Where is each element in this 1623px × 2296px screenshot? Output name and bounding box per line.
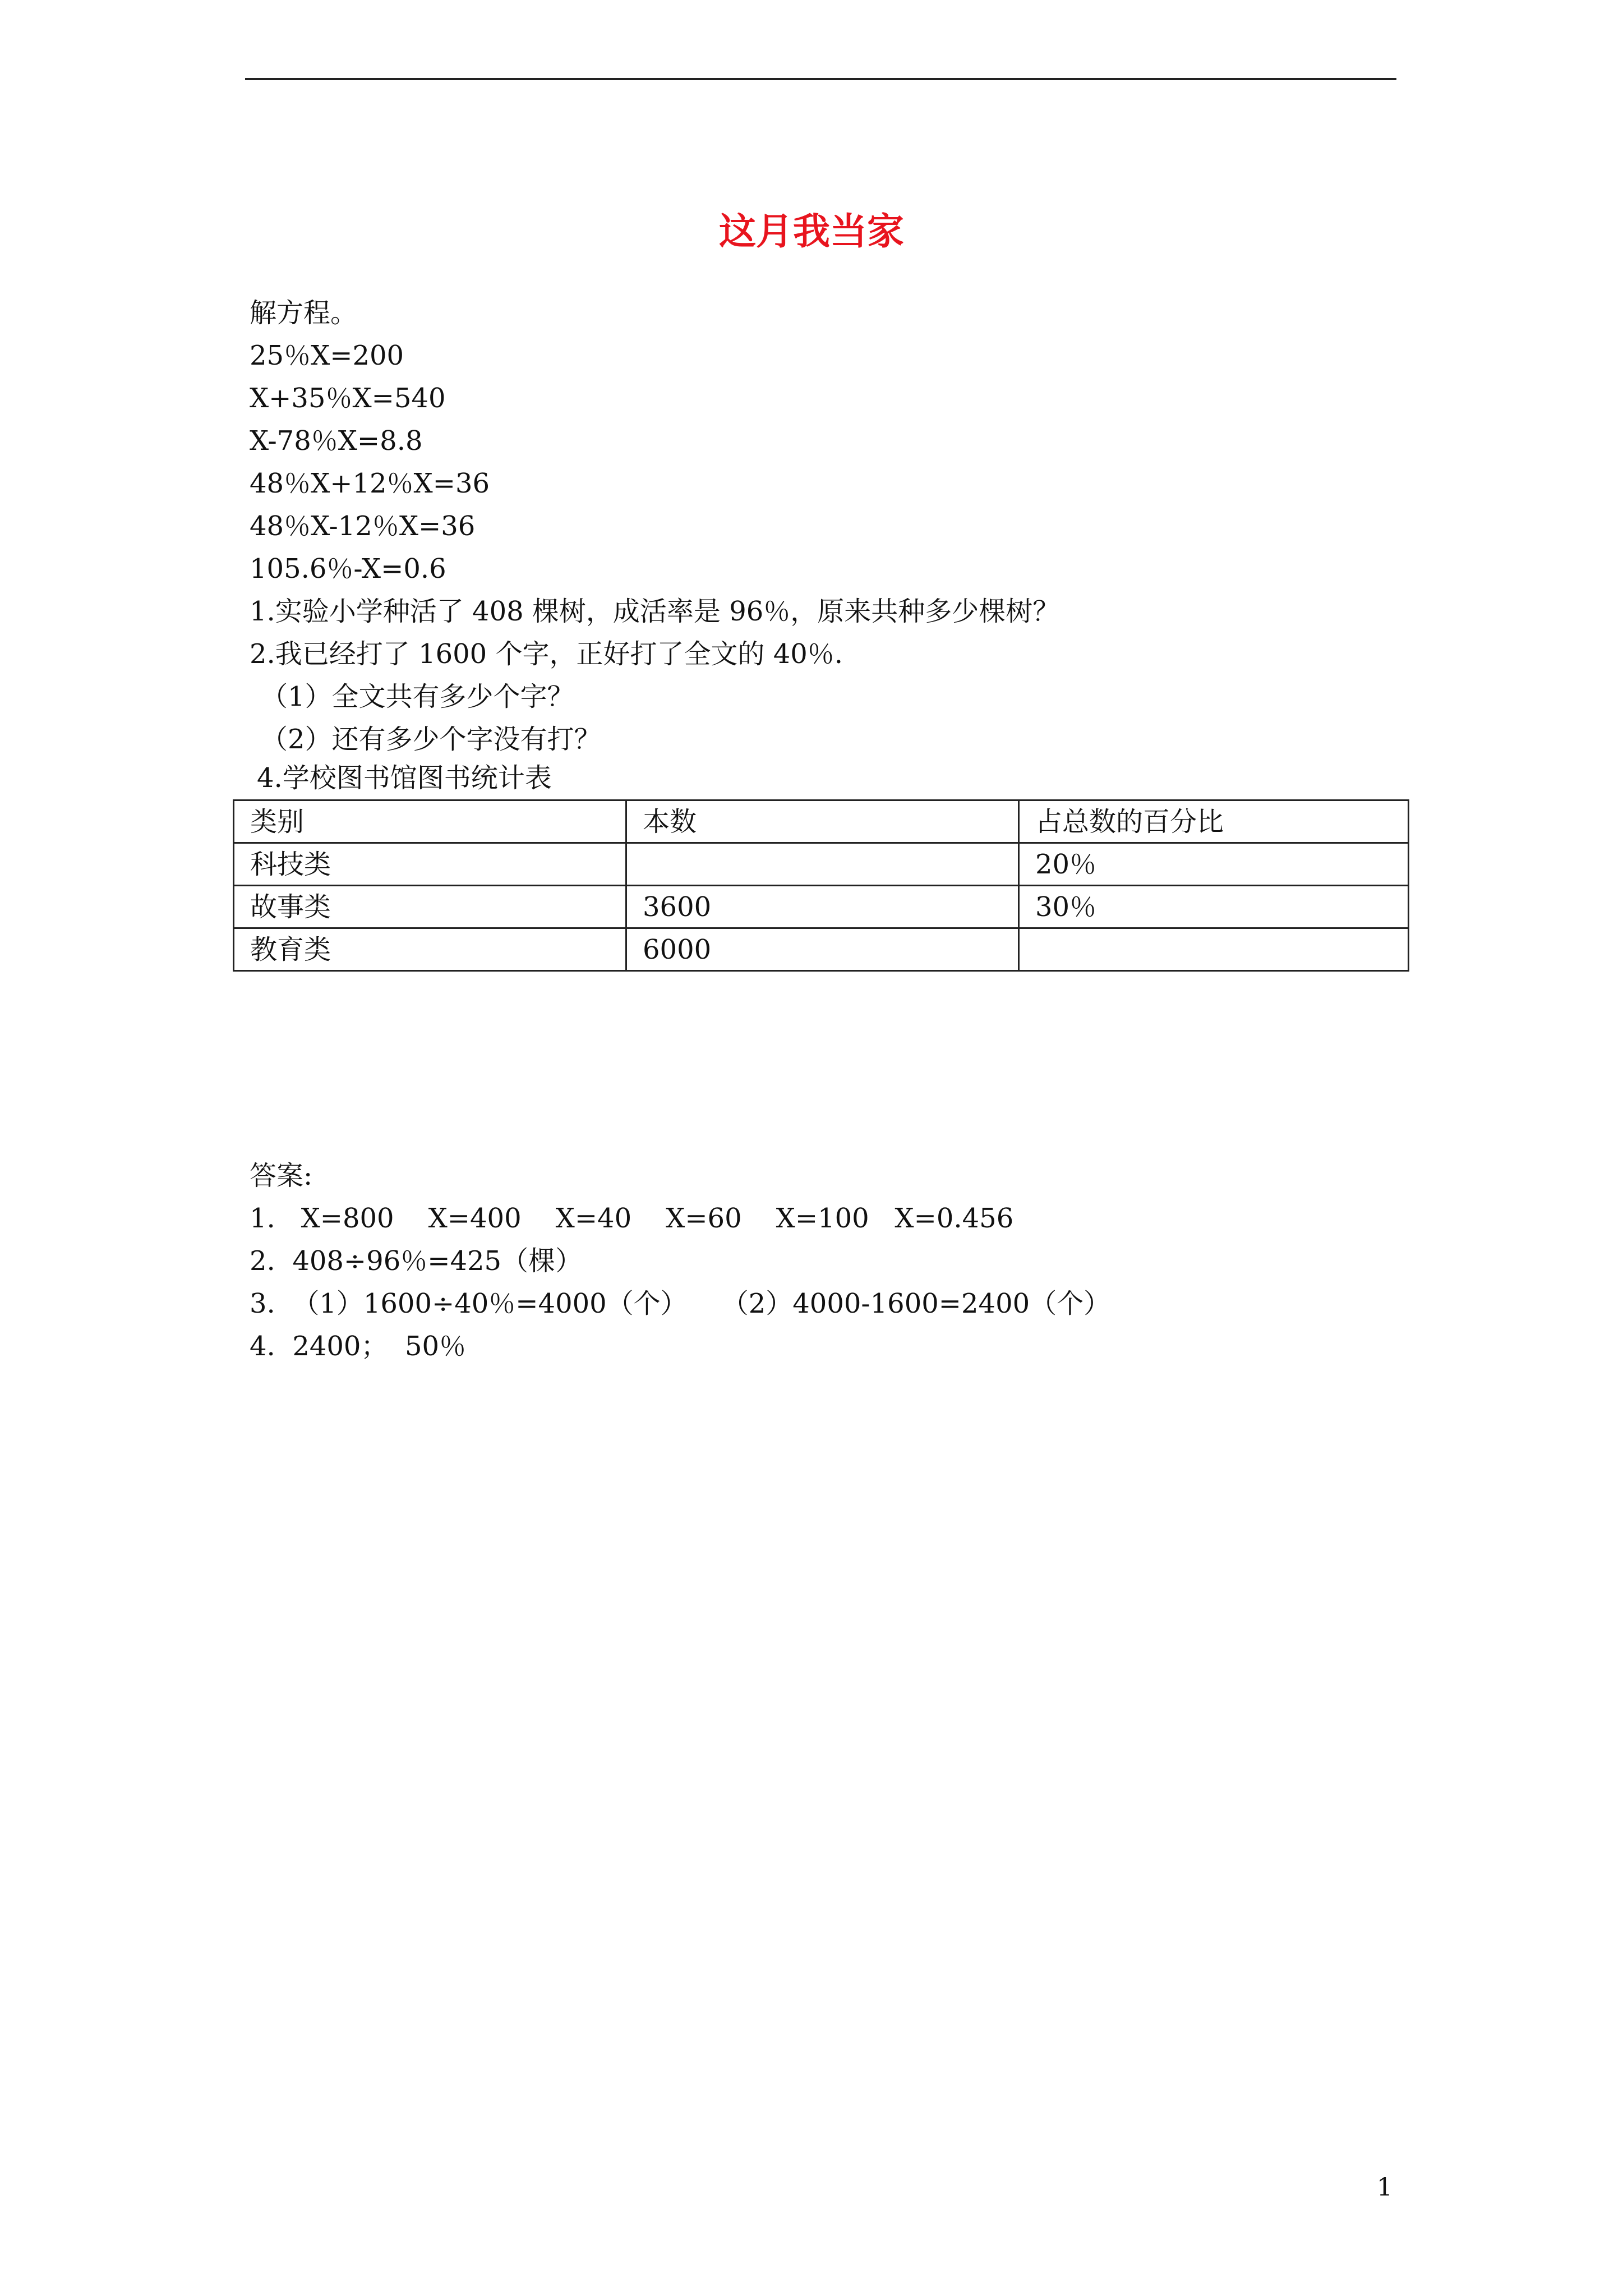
equation-5: 48％X-12％X=36 [250, 510, 476, 542]
answer-4: 4. 2400； 50％ [250, 1331, 467, 1362]
equation-4: 48％X+12％X=36 [250, 468, 490, 499]
problem-2-part-1: （1）全文共有多少个字？ [261, 681, 574, 712]
header-rule [245, 78, 1396, 80]
cell-percent: 30％ [1019, 886, 1409, 928]
cell-percent: 20％ [1019, 843, 1409, 886]
equation-2: X+35％X=540 [250, 383, 446, 414]
library-stats-table [233, 799, 1409, 972]
equation-6: 105.6％-X=0.6 [250, 553, 446, 585]
equation-3: X-78％X=8.8 [250, 425, 423, 457]
answers-section [250, 1154, 1427, 1368]
answers-heading: 答案: [250, 1160, 313, 1191]
table-row [234, 928, 1409, 971]
equation-1: 25％X=200 [250, 340, 404, 371]
equations-heading: 解方程。 [250, 297, 358, 329]
page-number: 1 [1377, 2173, 1393, 2202]
table-header-row [234, 800, 1409, 843]
exercise-section [250, 292, 1427, 761]
cell-category: 教育类 [234, 928, 626, 971]
cell-count: 3600 [626, 886, 1019, 928]
cell-count [626, 843, 1019, 886]
problem-1: 1.实验小学种活了 408 棵树，成活率是 96％，原来共种多少棵树？ [250, 596, 1060, 627]
cell-category: 科技类 [234, 843, 626, 886]
cell-category: 故事类 [234, 886, 626, 928]
answer-2: 2. 408÷96％=425（棵） [250, 1245, 583, 1277]
cell-percent [1019, 928, 1409, 971]
cell-count: 6000 [626, 928, 1019, 971]
problem-2: 2.我已经打了 1600 个字，正好打了全文的 40％. [250, 638, 843, 670]
table-row [234, 843, 1409, 886]
problem-2-part-2: （2）还有多少个字没有打？ [261, 724, 601, 755]
page-title: 这月我当家 [719, 210, 904, 253]
answer-1: 1. X=800 X=400 X=40 X=60 X=100 X=0.456 [250, 1203, 1014, 1234]
header-percent: 占总数的百分比 [1019, 800, 1409, 843]
table-caption: 4.学校图书馆图书统计表 [257, 762, 552, 794]
answer-3: 3. （1）1600÷40％=4000（个） （2）4000-1600=2400（个） [250, 1288, 1111, 1319]
header-count: 本数 [626, 800, 1019, 843]
table-row [234, 886, 1409, 928]
header-category: 类别 [234, 800, 626, 843]
